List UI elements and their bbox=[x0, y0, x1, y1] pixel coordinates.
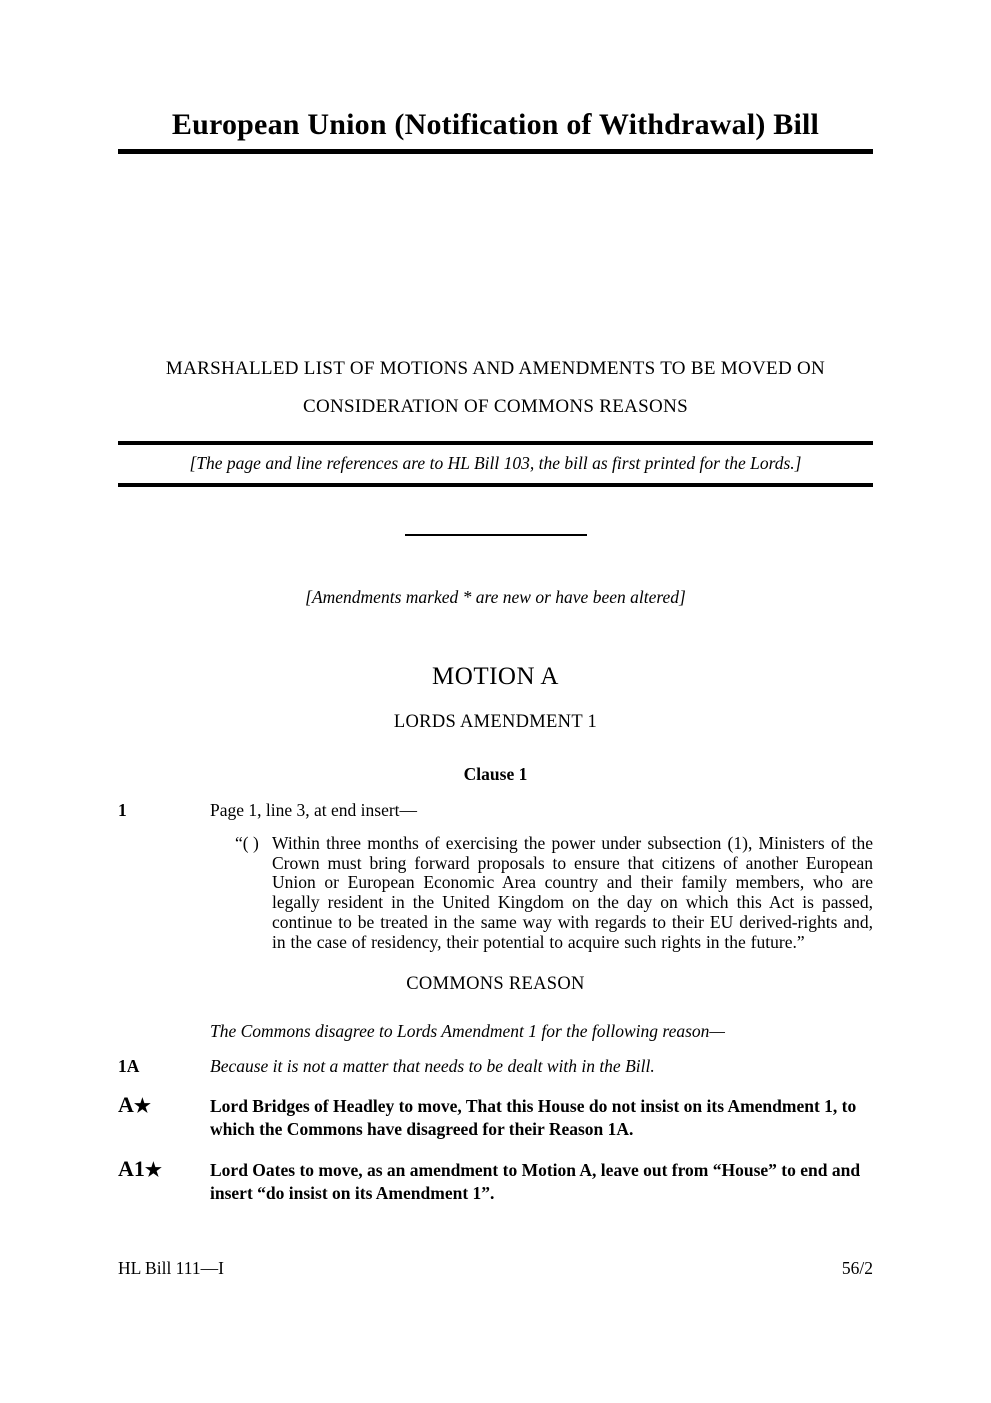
amendments-note: [Amendments marked * are new or have been altered] bbox=[305, 587, 686, 607]
motion-a-letter: A bbox=[118, 1092, 134, 1118]
inserted-subsection-text: Within three months of exercising the power under subsection (1), Ministers of the Crown must bring forward proposals to ensure that citizens of another European Union or European Economic Area country and their family members, who are legally resident in the United Kingdom on the day on which this Act is passed, continue to be treated in the same way with regards to their EU derived-rights and, in the case of residency, their potential to acquire such rights in the future.” bbox=[272, 833, 873, 952]
motion-a1-text: Lord Oates to move, as an amendment to Motion A, leave out from “House” to end and insert “do insist on its Amendment 1”. bbox=[210, 1160, 861, 1204]
reference-note-bottom-rule bbox=[118, 483, 873, 487]
bill-title: European Union (Notification of Withdrawal) Bill bbox=[171, 108, 820, 141]
commons-reason-intro: The Commons disagree to Lords Amendment 1 for the following reason— bbox=[210, 1021, 725, 1042]
title-double-rule bbox=[118, 149, 873, 154]
motion-a-label bbox=[118, 1093, 210, 1119]
motion-a1-item bbox=[118, 1157, 873, 1205]
page-footer bbox=[118, 1258, 873, 1279]
document-subtitle bbox=[118, 350, 873, 426]
motion-a1-label bbox=[118, 1157, 210, 1183]
amendment-instruction: Page 1, line 3, at end insert— bbox=[210, 800, 418, 820]
commons-reason-text: Because it is not a matter that needs to be dealt with in the Bill. bbox=[210, 1056, 655, 1077]
inserted-subsection-marker: “( ) bbox=[235, 833, 259, 853]
reference-note-box bbox=[118, 441, 873, 487]
motion-a1-letter: A1 bbox=[118, 1156, 145, 1182]
subtitle-line-2: CONSIDERATION OF COMMONS REASONS bbox=[303, 396, 688, 417]
subtitle-line-1: MARSHALLED LIST OF MOTIONS AND AMENDMENTS TO BE MOVED ON bbox=[165, 358, 826, 379]
commons-reason-heading: COMMONS REASON bbox=[406, 974, 585, 995]
motion-a-item bbox=[118, 1093, 873, 1141]
footer-session-number: 56/2 bbox=[841, 1258, 873, 1278]
amendment-item bbox=[118, 800, 873, 821]
amendment-number: 1 bbox=[118, 800, 127, 820]
footer-bill-number: HL Bill 111—I bbox=[118, 1258, 224, 1278]
motion-a1-star-icon: ★ bbox=[144, 1160, 162, 1182]
inserted-subsection bbox=[235, 834, 873, 952]
clause-heading: Clause 1 bbox=[463, 764, 528, 784]
motion-a-star-icon: ★ bbox=[133, 1096, 151, 1118]
motion-a-text: Lord Bridges of Headley to move, That this House do not insist on its Amendment 1, to which the Commons have disagreed for their Reason 1A. bbox=[210, 1096, 857, 1140]
motion-heading: MOTION A bbox=[432, 663, 559, 690]
reference-note-text: [The page and line references are to HL Bill 103, the bill as first printed for the Lords.] bbox=[189, 453, 802, 473]
lords-amendment-heading: LORDS AMENDMENT 1 bbox=[393, 712, 598, 732]
commons-reason-number: 1A bbox=[118, 1056, 140, 1077]
commons-reason-item bbox=[118, 1056, 873, 1077]
section-separator-line bbox=[405, 534, 587, 536]
